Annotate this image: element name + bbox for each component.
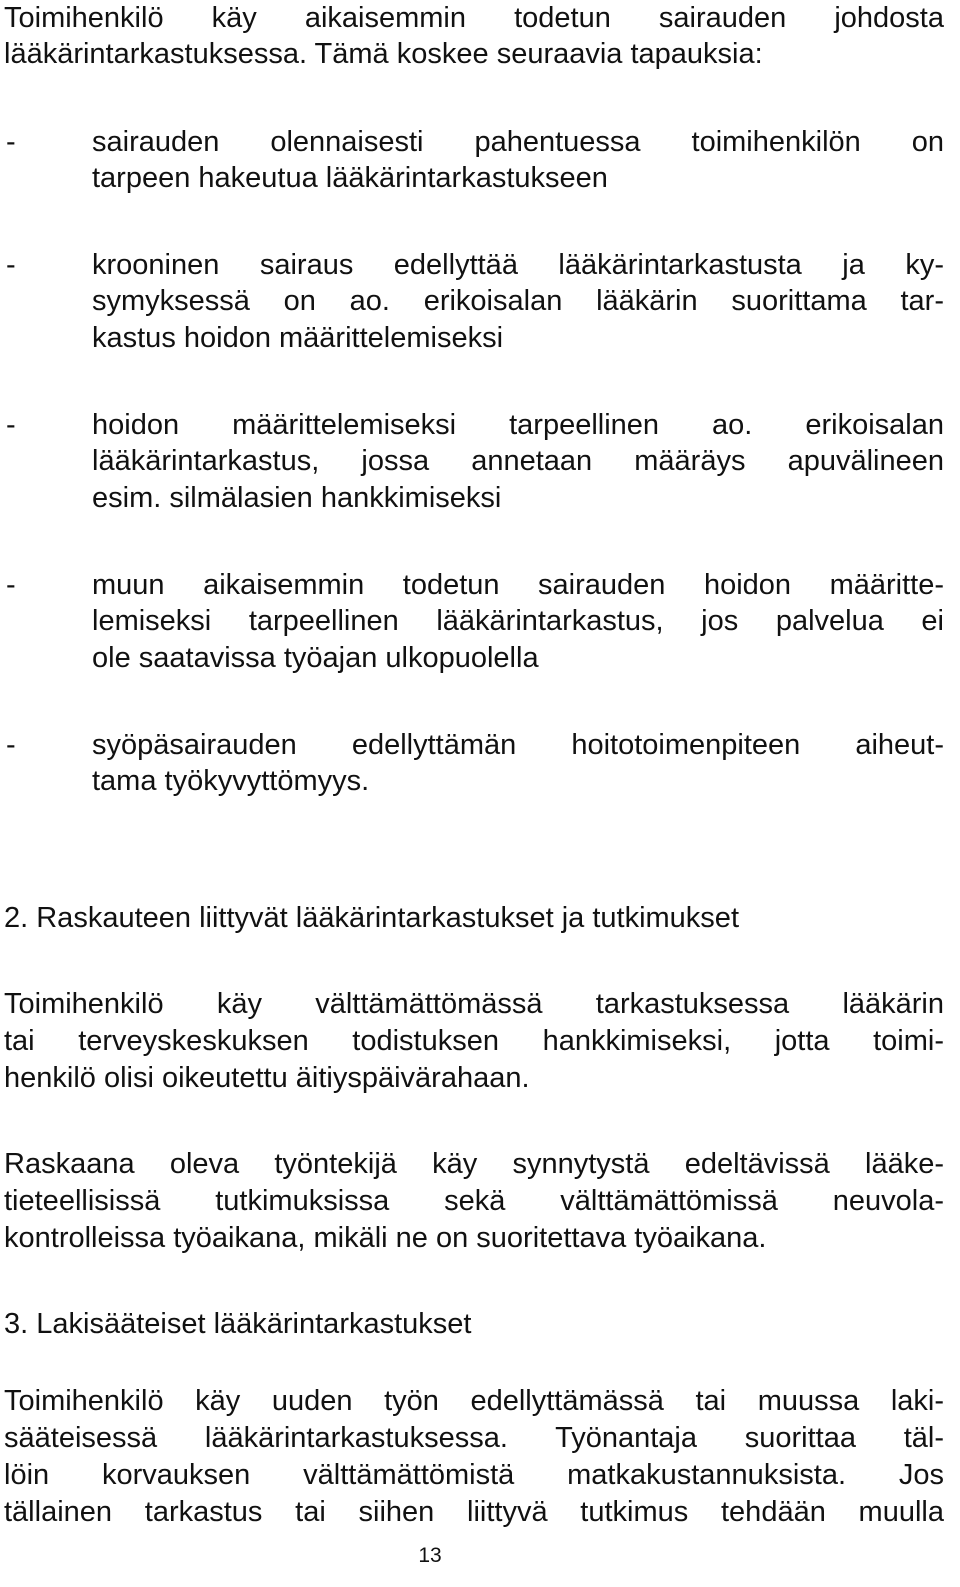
section-3-para-1-line-2: sääteisessä lääkärintarkastuksessa. Työnantaja suorittaa täl- [4,1422,944,1454]
intro-line-1: Toimihenkilö käy aikaisemmin todetun sairauden johdosta [4,2,944,34]
section-2-para-1-line-1: Toimihenkilö käy välttämättömässä tarkastuksessa lääkärin [4,988,944,1020]
list-dash-1: - [6,126,16,158]
page-number: 13 [418,1544,442,1567]
list-item-2-line-2: symyksessä on ao. erikoisalan lääkärin suorittama tar- [92,285,944,317]
list-item-2-line-3: kastus hoidon määrittelemiseksi [92,322,504,354]
list-dash-3: - [6,409,16,441]
list-item-4-line-3: ole saatavissa työajan ulkopuolella [92,642,539,674]
list-item-4-line-2: lemiseksi tarpeellinen lääkärintarkastus, jos palvelua ei [92,605,944,637]
section-2-para-2-line-3: kontrolleissa työaikana, mikäli ne on suoritettava työaikana. [4,1222,767,1254]
section-3-para-1-line-3: löin korvauksen välttämättömistä matkakustannuksista. Jos [4,1459,944,1491]
list-item-1-line-2: tarpeen hakeutua lääkärintarkastukseen [92,162,608,194]
list-item-3-line-3: esim. silmälasien hankkimiseksi [92,482,502,514]
list-item-3-line-2: lääkärintarkastus, jossa annetaan määräys apuvälineen [92,445,944,477]
list-item-5-line-1: syöpäsairauden edellyttämän hoitotoimenpiteen aiheut- [92,729,944,761]
section-2-heading: 2. Raskauteen liittyvät lääkärintarkastukset ja tutkimukset [4,902,739,934]
list-dash-5: - [6,729,16,761]
section-2-para-2-line-2: tieteellisissä tutkimuksissa sekä välttämättömissä neuvola- [4,1185,944,1217]
list-dash-4: - [6,569,16,601]
section-2-para-1-line-2: tai terveyskeskuksen todistuksen hankkimiseksi, jotta toimi- [4,1025,944,1057]
list-item-4-line-1: muun aikaisemmin todetun sairauden hoidon määritte- [92,569,944,601]
list-item-1-line-1: sairauden olennaisesti pahentuessa toimihenkilön on [92,126,944,158]
list-item-3-line-1: hoidon määrittelemiseksi tarpeellinen ao. erikoisalan [92,409,944,441]
section-3-para-1-line-4: tällainen tarkastus tai siihen liittyvä tutkimus tehdään muulla [4,1496,944,1528]
list-item-5-line-2: tama työkyvyttömyys. [92,765,370,797]
section-3-heading: 3. Lakisääteiset lääkärintarkastukset [4,1308,472,1340]
section-2-para-1-line-3: henkilö olisi oikeutettu äitiyspäivärahaan. [4,1062,530,1094]
section-2-para-2-line-1: Raskaana oleva työntekijä käy synnytystä edeltävissä lääke- [4,1148,944,1180]
intro-line-2: lääkärintarkastuksessa. Tämä koskee seuraavia tapauksia: [4,38,763,70]
list-dash-2: - [6,249,16,281]
list-item-2-line-1: krooninen sairaus edellyttää lääkärintarkastusta ja ky- [92,249,944,281]
section-3-para-1-line-1: Toimihenkilö käy uuden työn edellyttämässä tai muussa laki- [4,1385,944,1417]
